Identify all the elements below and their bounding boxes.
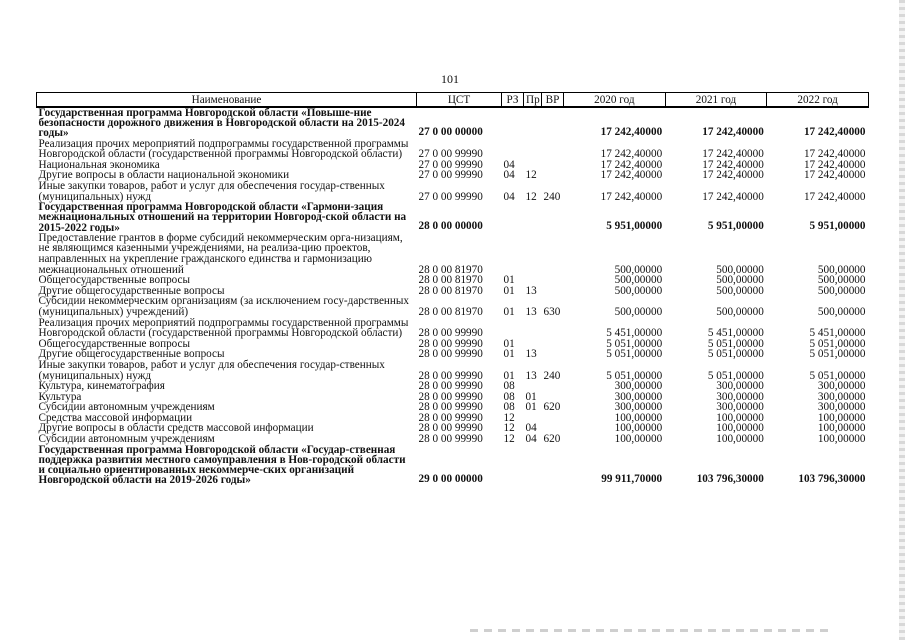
row-2022: 300,00000 [817,401,866,414]
row-pr: 12 [525,169,537,182]
row-2022: 500,00000 [817,284,866,297]
row-2021: 5 051,00000 [707,348,764,361]
row-vr: 240 [543,369,561,382]
row-pr [524,318,542,339]
row-pr: 12 [525,190,537,203]
row-2021: 5 051,00000 [707,369,764,382]
row-vr [542,202,564,233]
row-rz [502,233,524,275]
row-2020: 300,00000 [614,380,663,393]
header-vr: ВР [542,93,564,108]
row-2020: 500,00000 [614,284,663,297]
row-vr [542,275,564,286]
row-rz: 04 [503,169,515,182]
table-row [37,318,869,339]
row-name: Национальная экономика [38,158,160,171]
row-cst: 28 0 00 99990 [418,411,483,424]
row-rz: 01 [503,348,515,361]
row-pr: 13 [525,284,537,297]
row-name: Культура, кинематография [38,380,165,393]
row-cst: 28 0 00 99990 [418,348,483,361]
row-name: Общегосударственные вопросы [38,274,191,287]
row-cst: 28 0 00 81970 [418,284,483,297]
table-row [37,202,869,233]
row-name: Иные закупки товаров, работ и услуг для обеспечения государ-ственных (муниципальных) нужд [38,179,385,203]
row-cst: 27 0 00 99990 [418,158,483,171]
row-vr [542,318,564,339]
table-row [37,181,869,202]
row-2020: 5 451,00000 [606,327,663,340]
row-vr [542,445,564,486]
row-2020: 100,00000 [614,433,663,446]
row-rz: 04 [503,158,515,171]
row-vr [542,286,564,297]
row-2022: 17 242,40000 [803,190,866,203]
budget-table [36,92,869,485]
table-row [37,107,869,139]
row-2021: 5 051,00000 [707,337,764,350]
row-vr: 620 [543,401,561,414]
row-pr [524,139,542,160]
row-2021: 5 951,00000 [707,220,764,233]
row-2022: 500,00000 [817,274,866,287]
row-2022: 5 051,00000 [809,348,866,361]
row-pr [524,233,542,275]
row-2021: 5 451,00000 [707,327,764,340]
row-rz: 12 [503,411,515,424]
row-cst: 28 0 00 99990 [418,337,483,350]
row-pr [524,107,542,139]
row-2021: 17 242,40000 [702,190,764,203]
row-2022: 500,00000 [817,263,866,276]
row-2020: 500,00000 [614,305,663,318]
row-name: Государственная программа Новгородской области «Гармони-зация межнациональных отношений на территории Новгород-ской области на 2015-2022 годы» [38,201,407,234]
row-vr: 630 [543,305,561,318]
row-2022: 300,00000 [817,380,866,393]
row-2022: 100,00000 [817,433,866,446]
row-2021: 17 242,40000 [702,148,764,161]
header-cst: ЦСТ [417,93,502,108]
row-vr [542,170,564,181]
header-name: Наименование [37,93,417,108]
row-rz [502,139,524,160]
row-name: Культура [38,390,82,403]
row-vr [542,233,564,275]
row-2022: 300,00000 [817,390,866,403]
row-name: Другие вопросы в области национальной экономики [38,169,290,182]
row-name: Государственная программа Новгородской области «Государ-ственная поддержка развития местного самоуправления в Нов-городской области и социально ориентированных некоммерче-ских организаций Новгородской области на 2019-2026 годы» [38,443,406,487]
row-2021: 17 242,40000 [702,169,764,182]
row-2020: 17 242,40000 [600,126,663,139]
table-header-row [37,93,869,108]
row-2021: 500,00000 [716,263,764,276]
row-cst: 28 0 00 99990 [418,422,483,435]
row-2021: 100,00000 [716,433,764,446]
row-rz: 08 [503,380,515,393]
row-pr: 01 [525,390,537,403]
table-row [37,296,869,317]
row-rz [502,445,524,486]
row-vr [542,413,564,424]
row-vr [542,160,564,171]
row-rz: 12 [503,422,515,435]
row-vr [542,139,564,160]
header-2021: 2021 год [665,93,767,108]
row-2022: 5 451,00000 [809,327,866,340]
row-pr: 04 [525,433,537,446]
row-pr: 01 [525,401,537,414]
row-2021: 500,00000 [716,274,764,287]
header-2020: 2020 год [564,93,666,108]
row-rz: 12 [503,433,515,446]
row-2022: 5 951,00000 [809,220,866,233]
row-2020: 500,00000 [614,263,663,276]
row-2021: 17 242,40000 [702,158,764,171]
row-2021: 300,00000 [716,401,764,414]
row-2022: 5 051,00000 [809,337,866,350]
row-cst: 27 0 00 99990 [418,148,483,161]
row-pr: 13 [525,305,537,318]
header-2022: 2022 год [767,93,869,108]
row-vr [542,381,564,392]
row-2020: 500,00000 [614,274,663,287]
row-2022: 100,00000 [817,422,866,435]
row-2021: 17 242,40000 [702,126,764,139]
row-cst: 28 0 00 99990 [418,369,483,382]
row-cst: 28 0 00 99990 [418,433,483,446]
row-cst: 28 0 00 81970 [418,274,483,287]
row-name: Государственная программа Новгородской области «Повыше-ние безопасности дорожного движения в Новгородской области на 2015-2024 годы» [38,107,405,140]
scan-bottom-artifact [470,629,830,632]
row-vr [542,349,564,360]
row-name: Субсидии некоммерческим организациям (за исключением госу-дарственных (муниципальных) учреждений) [38,295,410,318]
row-2020: 5 951,00000 [606,220,663,233]
row-2020: 5 051,00000 [606,369,663,382]
row-cst: 28 0 00 99990 [418,390,483,403]
row-rz: 01 [503,369,515,382]
row-2021: 103 796,30000 [696,472,764,485]
row-pr [524,202,542,233]
row-name: Средства массовой информации [38,411,193,424]
row-rz: 01 [503,337,515,350]
row-2020: 17 242,40000 [600,148,663,161]
row-2022: 103 796,30000 [798,472,866,485]
row-pr: 04 [525,422,537,435]
row-cst: 28 0 00 99990 [418,401,483,414]
row-rz: 01 [503,284,515,297]
row-2022: 17 242,40000 [803,126,866,139]
row-2020: 100,00000 [614,411,663,424]
row-2021: 500,00000 [716,284,764,297]
row-2020: 300,00000 [614,390,663,403]
row-name: Другие общегосударственные вопросы [38,284,225,297]
row-cst: 28 0 00 00000 [418,220,483,233]
row-vr: 620 [543,433,561,446]
row-name: Общегосударственные вопросы [38,337,191,350]
table-row [37,139,869,160]
row-2022: 500,00000 [817,305,866,318]
row-vr [542,339,564,350]
row-2020: 17 242,40000 [600,190,663,203]
row-2021: 100,00000 [716,411,764,424]
row-cst: 28 0 00 99990 [418,327,483,340]
table-row [37,233,869,275]
row-name: Субсидии автономным учреждениям [38,401,215,414]
row-rz: 01 [503,305,515,318]
row-name: Реализация прочих мероприятий подпрограммы государственной программы Новгородской области (государственной программы Новгородской области) [38,316,409,340]
row-rz [502,107,524,139]
row-2020: 5 051,00000 [606,348,663,361]
row-cst: 28 0 00 81970 [418,305,483,318]
row-rz [502,202,524,233]
row-rz [502,318,524,339]
row-pr: 13 [525,348,537,361]
row-name: Другие общегосударственные вопросы [38,348,225,361]
row-name: Предоставление грантов в форме субсидий некоммерческим орга-низациям, не являющимся казенными учреждениями, на реализа-цию проектов, направленных на укрепление гражданского единства и гармонизацию межнациональных отношений [38,231,403,276]
row-cst: 28 0 00 81970 [418,263,483,276]
row-cst: 29 0 00 00000 [418,472,483,485]
row-2020: 300,00000 [614,401,663,414]
row-vr: 240 [543,190,561,203]
scan-edge-artifact [899,0,905,640]
table-row [37,360,869,381]
row-cst: 28 0 00 99990 [418,380,483,393]
row-cst: 27 0 00 99990 [418,169,483,182]
row-2021: 100,00000 [716,422,764,435]
row-name: Реализация прочих мероприятий подпрограммы государственной программы Новгородской области (государственной программы Новгородской области) [38,137,409,161]
page-number: 101 [441,72,459,86]
row-vr [542,107,564,139]
row-name: Другие вопросы в области средств массовой информации [38,422,314,435]
row-2020: 17 242,40000 [600,158,663,171]
row-2022: 100,00000 [817,411,866,424]
row-2022: 5 051,00000 [809,369,866,382]
row-2021: 500,00000 [716,305,764,318]
row-2022: 17 242,40000 [803,148,866,161]
row-pr: 13 [525,369,537,382]
row-cst: 27 0 00 99990 [418,190,483,203]
row-2021: 300,00000 [716,390,764,403]
table-row [37,445,869,486]
row-cst: 27 0 00 00000 [418,126,483,139]
table-body [37,107,869,485]
row-pr [524,445,542,486]
row-2020: 100,00000 [614,422,663,435]
row-name: Иные закупки товаров, работ и услуг для обеспечения государ-ственных (муниципальных) нужд [38,358,385,382]
row-2020: 17 242,40000 [600,169,663,182]
row-2022: 17 242,40000 [803,169,866,182]
row-rz: 08 [503,401,515,414]
row-2022: 17 242,40000 [803,158,866,171]
header-pr: Пр [524,93,542,108]
row-2020: 5 051,00000 [606,337,663,350]
row-2021: 300,00000 [716,380,764,393]
header-rz: РЗ [502,93,524,108]
row-rz: 01 [503,274,515,287]
row-2020: 99 911,70000 [601,472,663,485]
row-rz: 08 [503,390,515,403]
row-rz: 04 [503,190,515,203]
row-name: Субсидии автономным учреждениям [38,433,215,446]
